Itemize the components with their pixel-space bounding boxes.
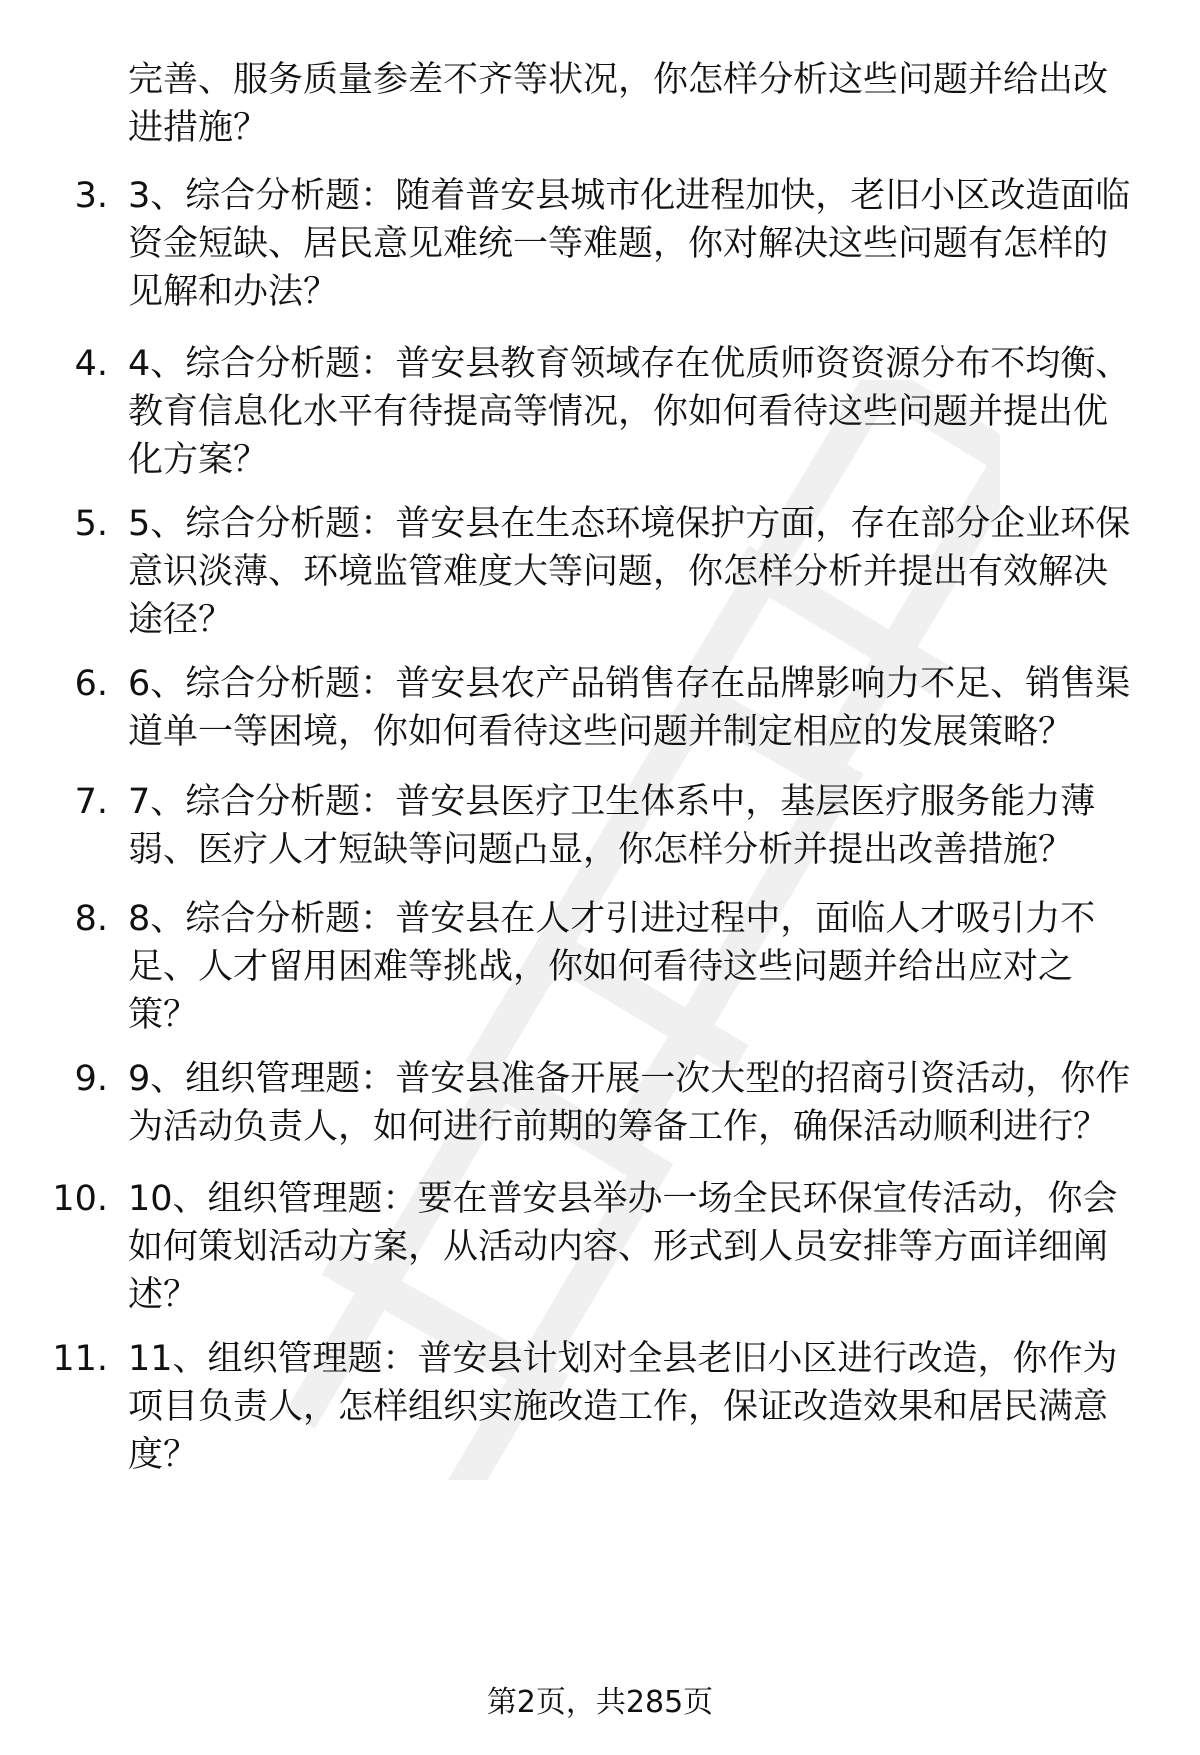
question-text: 5、综合分析题：普安县在生态环境保护方面，存在部分企业环保 意识淡薄、环境监管难度大等问题，你怎样分析并提出有效解决 途径？: [128, 504, 1131, 640]
question-text: 6、综合分析题：普安县农产品销售存在品牌影响力不足、销售渠 道单一等困境，你如何看待这些问题并制定相应的发展策略？: [128, 664, 1131, 752]
question-text: 9、组织管理题：普安县准备开展一次大型的招商引资活动，你作 为活动负责人，如何进行前期的筹备工作，确保活动顺利进行？: [128, 1059, 1131, 1147]
question-number: 8.: [74, 899, 108, 939]
question-number: 3.: [74, 176, 108, 216]
question-number: 7.: [74, 782, 108, 822]
question-text: 7、综合分析题：普安县医疗卫生体系中，基层医疗服务能力薄 弱、医疗人才短缺等问题凸显，你怎样分析并提出改善措施？: [128, 782, 1096, 870]
question-number: 9.: [74, 1059, 108, 1099]
page-number-footer: 第2页，共285页: [486, 1685, 714, 1720]
question-text: 10、组织管理题：要在普安县举办一场全民环保宣传活动，你会 如何策划活动方案，从活动内容、形式到人员安排等方面详细阐 述？: [128, 1179, 1118, 1315]
question-number: 4.: [74, 344, 108, 384]
question-text: 4、综合分析题：普安县教育领域存在优质师资资源分布不均衡、 教育信息化水平有待提高等情况，你如何看待这些问题并提出优 化方案？: [128, 344, 1131, 480]
question-text: 3、综合分析题：随着普安县城市化进程加快，老旧小区改造面临 资金短缺、居民意见难统一等难题，你对解决这些问题有怎样的 见解和办法？: [128, 176, 1131, 312]
previous-question-continuation: 完善、服务质量参差不齐等状况，你怎样分析这些问题并给出改 进措施？: [128, 60, 1109, 148]
question-number: 6.: [74, 664, 108, 704]
question-text: 11、组织管理题：普安县计划对全县老旧小区进行改造，你作为 项目负责人，怎样组织实施改造工作，保证改造效果和居民满意 度？: [128, 1339, 1118, 1475]
question-text: 8、综合分析题：普安县在人才引进过程中，面临人才吸引力不 足、人才留用困难等挑战，你如何看待这些问题并给出应对之 策？: [128, 899, 1096, 1035]
question-number: 10.: [52, 1179, 108, 1219]
question-number: 11.: [52, 1339, 108, 1379]
question-number: 5.: [74, 504, 108, 544]
